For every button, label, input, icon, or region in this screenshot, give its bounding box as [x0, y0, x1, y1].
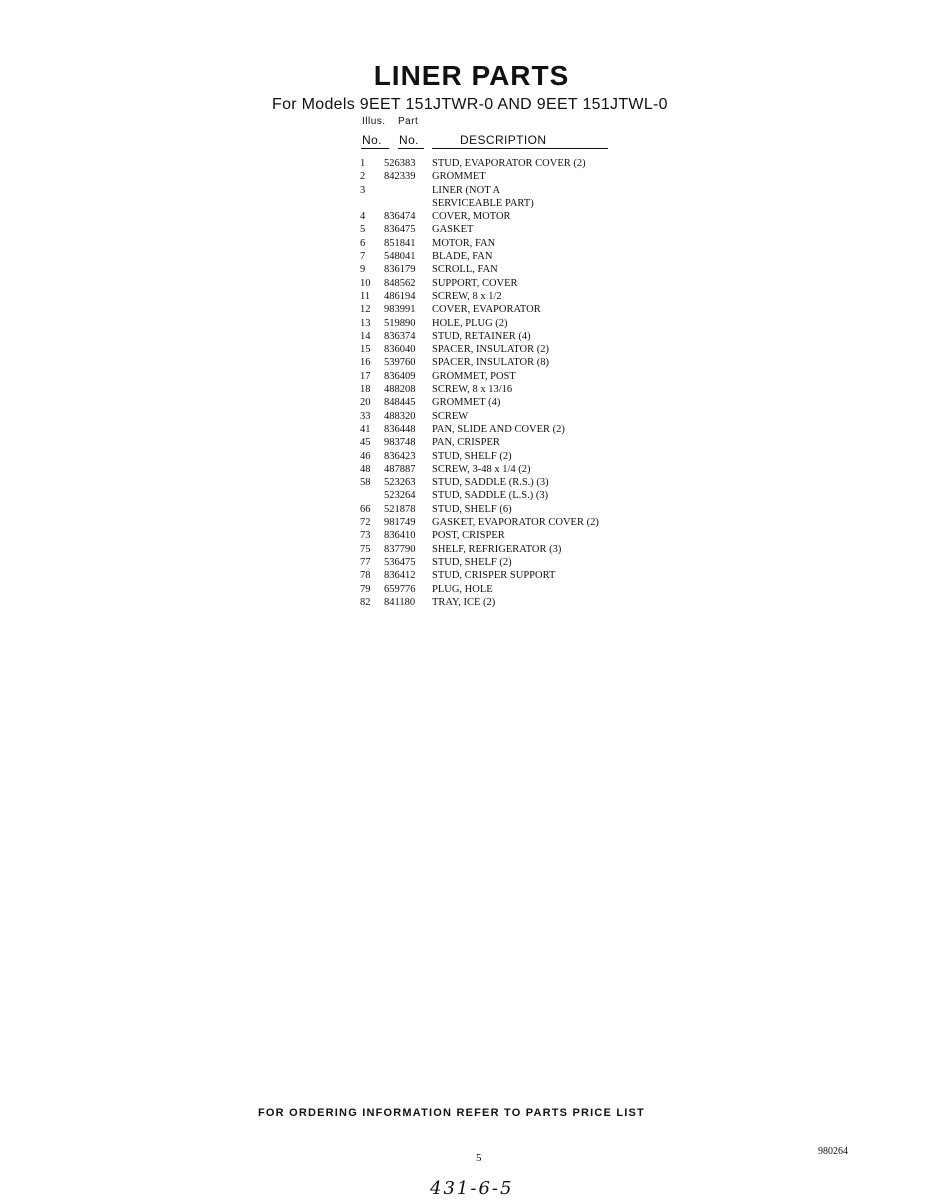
- illus-number: 77: [360, 556, 371, 568]
- part-number: 848562: [384, 277, 416, 289]
- part-description: PAN, CRISPER: [432, 437, 500, 449]
- part-number: 836474: [384, 211, 416, 223]
- part-description: GASKET, EVAPORATOR COVER (2): [432, 517, 599, 529]
- illus-number: 5: [360, 224, 366, 236]
- part-number: 539760: [384, 357, 416, 369]
- illus-number: 33: [360, 410, 371, 422]
- illus-number: 46: [360, 450, 371, 462]
- part-description: BLADE, FAN: [432, 251, 493, 263]
- handwritten-note: 431-6-5: [430, 1178, 514, 1199]
- illus-number: 73: [360, 530, 371, 542]
- column-header-top: [362, 116, 419, 127]
- illus-number: 13: [360, 317, 371, 329]
- part-description: COVER, MOTOR: [432, 211, 511, 223]
- illus-number: 45: [360, 437, 371, 449]
- part-number: 837790: [384, 543, 416, 555]
- header-underline: [398, 148, 424, 149]
- illus-number: 9: [360, 264, 366, 276]
- illus-number: 20: [360, 397, 371, 409]
- illus-number: 4: [360, 211, 366, 223]
- part-number: 841180: [384, 596, 416, 608]
- part-description: STUD, RETAINER (4): [432, 330, 531, 342]
- part-number: 836475: [384, 224, 416, 236]
- part-description: SPACER, INSULATOR (2): [432, 344, 549, 356]
- illus-number: 11: [360, 290, 371, 302]
- part-number: 981749: [384, 517, 416, 529]
- part-description: SUPPORT, COVER: [432, 277, 518, 289]
- illus-number: 79: [360, 583, 371, 595]
- part-number: 842339: [384, 171, 416, 183]
- part-description: COVER, EVAPORATOR: [432, 304, 541, 316]
- part-number: 836410: [384, 530, 416, 542]
- illus-number: 2: [360, 171, 366, 183]
- part-number: 851841: [384, 237, 416, 249]
- part-description: PAN, SLIDE AND COVER (2): [432, 423, 565, 435]
- illus-number: 78: [360, 570, 371, 582]
- part-description: SERVICEABLE PART): [432, 197, 534, 209]
- illus-number: 72: [360, 517, 371, 529]
- illus-number: 18: [360, 384, 371, 396]
- column-header-illus-no: No.: [362, 133, 382, 147]
- part-description: SPACER, INSULATOR (8): [432, 357, 549, 369]
- column-header-part-no: No.: [399, 133, 419, 147]
- part-number: 488208: [384, 384, 416, 396]
- column-header-description: DESCRIPTION: [460, 133, 547, 147]
- part-number: 848445: [384, 397, 416, 409]
- illus-number: 1: [360, 158, 366, 169]
- part-number: 983748: [384, 437, 416, 449]
- part-description: STUD, SHELF (2): [432, 556, 512, 568]
- part-number: 526383: [384, 158, 416, 169]
- illus-number: 10: [360, 277, 371, 289]
- illus-number: 82: [360, 596, 371, 608]
- part-description: MOTOR, FAN: [432, 237, 496, 249]
- illus-number: 48: [360, 463, 371, 475]
- part-number: 836412: [384, 570, 416, 582]
- part-description: TRAY, ICE (2): [432, 596, 496, 608]
- part-number: 983991: [384, 304, 416, 316]
- illus-number: 3: [360, 184, 366, 196]
- part-label: Part: [398, 116, 419, 127]
- part-number: 836040: [384, 344, 416, 356]
- part-description: GASKET: [432, 224, 474, 236]
- illus-number: 75: [360, 543, 371, 555]
- part-description: GROMMET (4): [432, 397, 501, 409]
- illus-number: 12: [360, 304, 371, 316]
- part-description: GROMMET, POST: [432, 370, 516, 382]
- page-number: 5: [476, 1152, 482, 1164]
- illus-number: 41: [360, 423, 371, 435]
- part-number: 836448: [384, 423, 416, 435]
- part-description: GROMMET: [432, 171, 486, 183]
- part-number: 521878: [384, 503, 416, 515]
- part-description: SCREW: [432, 410, 469, 422]
- part-number: 836409: [384, 370, 416, 382]
- illus-number: 7: [360, 251, 366, 263]
- document-code: 980264: [818, 1146, 848, 1157]
- part-number: 536475: [384, 556, 416, 568]
- part-number: 523264: [384, 490, 416, 502]
- illus-number: 16: [360, 357, 371, 369]
- part-description: STUD, SADDLE (R.S.) (3): [432, 477, 549, 489]
- page-title: LINER PARTS: [373, 60, 570, 91]
- part-number: 836374: [384, 330, 416, 342]
- part-number: 659776: [384, 583, 416, 595]
- illus-label: Illus.: [362, 116, 386, 127]
- header-underline: [432, 148, 608, 149]
- models-subtitle: For Models 9EET 151JTWR-0 AND 9EET 151JTWL-0: [272, 96, 668, 113]
- part-description: SCROLL, FAN: [432, 264, 498, 276]
- illus-number: 17: [360, 370, 371, 382]
- part-number: 486194: [384, 290, 416, 302]
- part-number: 488320: [384, 410, 416, 422]
- part-description: SCREW, 3-48 x 1/4 (2): [432, 463, 531, 475]
- part-description: PLUG, HOLE: [432, 583, 493, 595]
- part-description: HOLE, PLUG (2): [432, 317, 508, 329]
- illus-number: 14: [360, 330, 371, 342]
- part-number: 548041: [384, 251, 416, 263]
- illus-number: 6: [360, 237, 366, 249]
- part-description: STUD, CRISPER SUPPORT: [432, 570, 556, 582]
- part-description: LINER (NOT A: [432, 184, 501, 196]
- part-number: 487887: [384, 463, 416, 475]
- part-description: SCREW, 8 x 1/2: [432, 290, 502, 302]
- part-description: STUD, EVAPORATOR COVER (2): [432, 158, 586, 169]
- illus-number: 66: [360, 503, 371, 515]
- part-description: SHELF, REFRIGERATOR (3): [432, 543, 562, 555]
- part-description: SCREW, 8 x 13/16: [432, 384, 513, 396]
- part-description: STUD, SADDLE (L.S.) (3): [432, 490, 549, 502]
- illus-number: 15: [360, 344, 371, 356]
- part-number: 836423: [384, 450, 416, 462]
- part-description: POST, CRISPER: [432, 530, 505, 542]
- part-number: 836179: [384, 264, 416, 276]
- header-underline: [361, 148, 389, 149]
- illus-number: 58: [360, 477, 371, 489]
- part-number: 519890: [384, 317, 416, 329]
- part-description: STUD, SHELF (2): [432, 450, 512, 462]
- part-description: STUD, SHELF (6): [432, 503, 512, 515]
- ordering-info-note: FOR ORDERING INFORMATION REFER TO PARTS PRICE LIST: [258, 1107, 645, 1119]
- part-number: 523263: [384, 477, 416, 489]
